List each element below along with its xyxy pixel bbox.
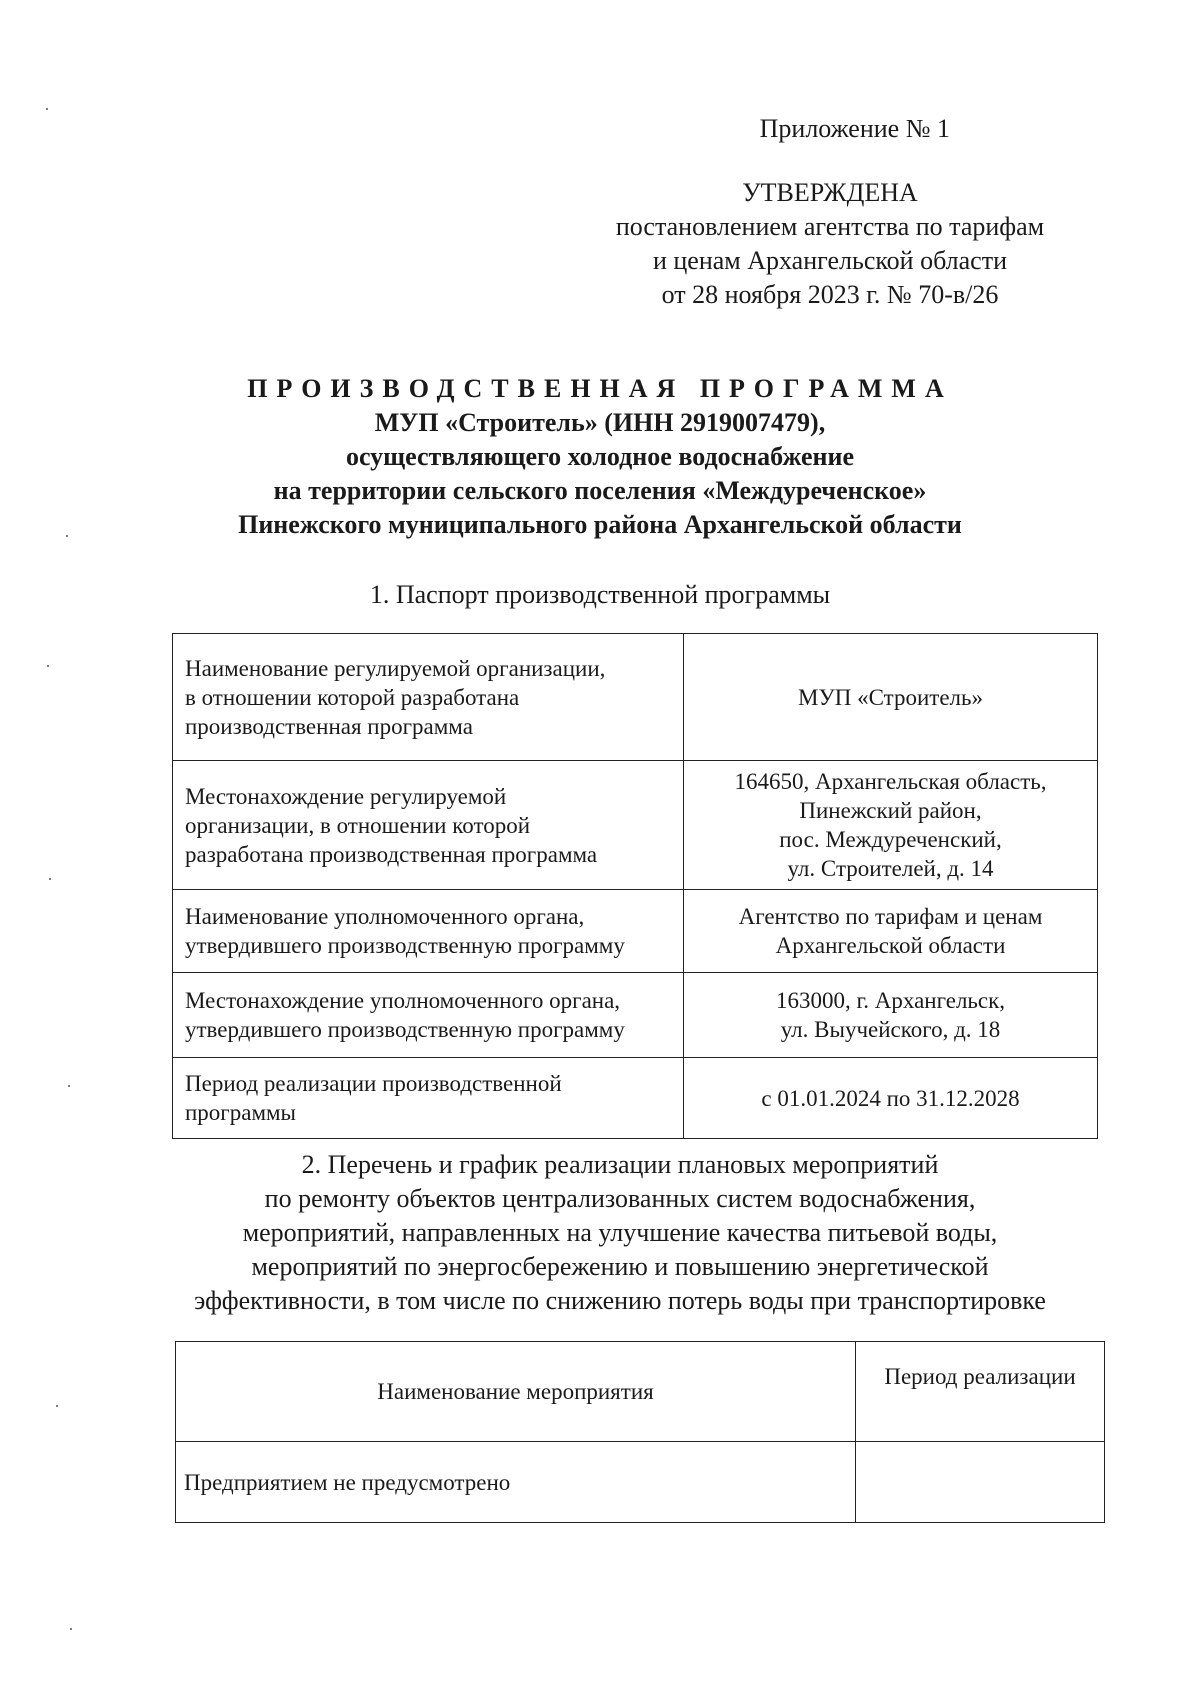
approval-line-1: постановлением агентства по тарифам bbox=[615, 212, 1045, 241]
section-2-heading-line: эффективности, в том числе по снижению потерь воды при транспортировке bbox=[194, 1286, 1046, 1315]
passport-label-line: Местонахождение уполномоченного органа, bbox=[185, 988, 621, 1013]
passport-value-line: с 01.01.2024 по 31.12.2028 bbox=[761, 1085, 1020, 1111]
section-2-heading bbox=[130, 1148, 1110, 1318]
title-line-1: ПРОИЗВОДСТВЕННАЯ ПРОГРАММА bbox=[247, 374, 953, 403]
approval-block bbox=[560, 112, 1100, 312]
approval-line-2: и ценам Архангельской области bbox=[652, 246, 1008, 275]
title-line-2: МУП «Строитель» (ИНН 2919007479), bbox=[374, 408, 826, 437]
passport-value-line: МУП «Строитель» bbox=[798, 684, 983, 710]
passport-value-line: ул. Строителей, д. 14 bbox=[787, 856, 994, 881]
passport-label-line: Наименование регулируемой организации, bbox=[185, 655, 606, 681]
scan-speck bbox=[70, 1628, 72, 1630]
passport-value-cell bbox=[684, 973, 1098, 1058]
passport-label-cell bbox=[173, 890, 684, 973]
section-2-heading-line: 2. Перечень и график реализации плановых мероприятий bbox=[301, 1150, 939, 1179]
passport-value-line: Архангельской области bbox=[775, 933, 1006, 958]
passport-value-cell bbox=[684, 1058, 1098, 1139]
passport-label-line: производственная программа bbox=[185, 713, 473, 739]
passport-label-cell bbox=[173, 761, 684, 890]
passport-value-line: 163000, г. Архангельск, bbox=[775, 988, 1006, 1013]
passport-value-cell bbox=[684, 890, 1098, 973]
appendix-number: Приложение № 1 bbox=[759, 114, 950, 143]
passport-label-cell bbox=[173, 973, 684, 1058]
title-line-5: Пинежского муниципального района Архангельской области bbox=[238, 510, 962, 539]
scan-speck bbox=[56, 1405, 58, 1407]
passport-row bbox=[173, 973, 1098, 1058]
measures-data-row bbox=[176, 1442, 1105, 1523]
passport-label-line: Местонахождение регулируемой bbox=[185, 783, 507, 809]
passport-label-cell bbox=[173, 1058, 684, 1139]
passport-label-line: в отношении которой разработана bbox=[185, 684, 520, 710]
passport-label-line: организации, в отношении которой bbox=[185, 812, 530, 838]
section-2-heading-line: по ремонту объектов централизованных систем водоснабжения, bbox=[264, 1184, 976, 1213]
measure-name-cell: Предприятием не предусмотрено bbox=[176, 1442, 856, 1523]
passport-value-line: Пинежский район, bbox=[799, 798, 982, 823]
passport-value-line: пос. Междуреченский, bbox=[779, 827, 1002, 852]
passport-label-line: утвердившего производственную программу bbox=[185, 1017, 625, 1042]
passport-row bbox=[173, 761, 1098, 890]
passport-label-line: Период реализации производственной bbox=[185, 1071, 562, 1096]
passport-value-line: Агентство по тарифам и ценам bbox=[738, 904, 1043, 929]
scan-speck bbox=[47, 665, 49, 667]
passport-value-line: ул. Выучейского, д. 18 bbox=[780, 1017, 1001, 1042]
title-line-3: осуществляющего холодное водоснабжение bbox=[345, 442, 855, 471]
measures-table bbox=[175, 1341, 1105, 1523]
passport-value-cell bbox=[684, 634, 1098, 761]
section-2-heading-line: мероприятий, направленных на улучшение качества питьевой воды, bbox=[242, 1218, 998, 1247]
passport-row bbox=[173, 634, 1098, 761]
passport-row bbox=[173, 1058, 1098, 1139]
section-2-heading-line: мероприятий по энергосбережению и повышению энергетической bbox=[251, 1252, 989, 1281]
measures-header-row bbox=[176, 1342, 1105, 1442]
section-1-heading: 1. Паспорт производственной программы bbox=[369, 580, 831, 609]
column-header-period: Период реализации bbox=[856, 1342, 1105, 1442]
passport-label-line: разработана производственная программа bbox=[185, 841, 598, 867]
approval-line-3: от 28 ноября 2023 г. № 70-в/26 bbox=[661, 280, 999, 309]
passport-label-cell bbox=[173, 634, 684, 761]
approved-stamp-text: УТВЕРЖДЕНА bbox=[742, 178, 918, 207]
passport-value-line: 164650, Архангельская область, bbox=[734, 769, 1047, 794]
passport-label-line: Наименование уполномоченного органа, bbox=[185, 904, 585, 929]
passport-label-line: утвердившего производственную программу bbox=[185, 933, 625, 958]
scan-speck bbox=[66, 535, 68, 537]
document-title bbox=[150, 372, 1050, 542]
passport-row bbox=[173, 890, 1098, 973]
scan-speck bbox=[68, 1085, 70, 1087]
passport-value-cell bbox=[684, 761, 1098, 890]
scan-speck bbox=[49, 878, 51, 880]
passport-label-line: программы bbox=[185, 1100, 297, 1125]
title-line-4: на территории сельского поселения «Междуреченское» bbox=[273, 476, 927, 505]
column-header-measure-name: Наименование мероприятия bbox=[176, 1342, 856, 1442]
scan-speck bbox=[46, 108, 48, 110]
passport-table bbox=[172, 633, 1098, 1139]
measure-period-cell bbox=[856, 1442, 1105, 1523]
